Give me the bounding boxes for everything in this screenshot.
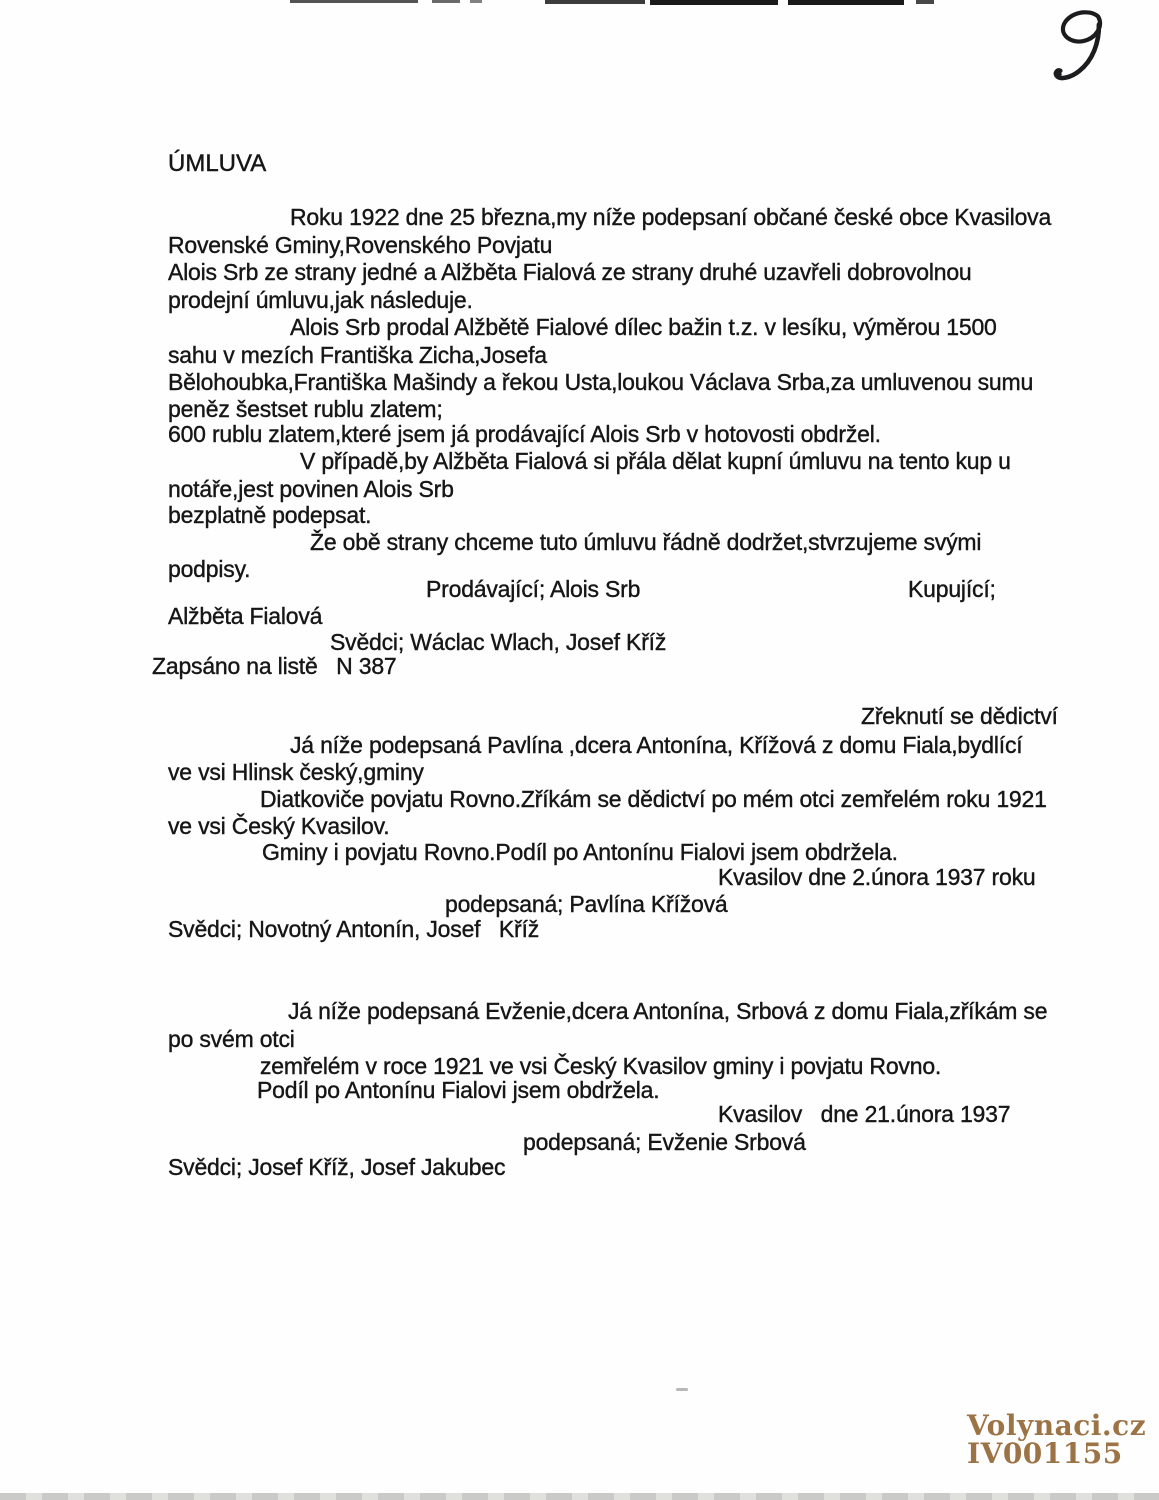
document-line: ve vsi Hlinsk český,gminy <box>168 759 424 785</box>
scan-artifact-top <box>470 0 482 3</box>
seller-label: Prodávající; Alois Srb <box>426 576 641 602</box>
document-line: 600 rublu zlatem,které jsem já prodávající Alois Srb v hotovosti obdržel. <box>168 421 881 447</box>
document-line: peněz šestset rublu zlatem; <box>168 396 443 422</box>
document-line: Já níže podepsaná Evženie,dcera Antonína, Srbová z domu Fiala,zříkám se <box>288 998 1048 1024</box>
document-line: prodejní úmluvu,jak následuje. <box>168 287 473 313</box>
document-line: notáře,jest povinen Alois Srb <box>168 476 454 502</box>
document-line: Bělohoubka,Františka Mašindy a řekou Usta,loukou Václava Srba,za umluvenou sumu <box>168 369 1034 395</box>
scan-artifact-top <box>788 0 904 5</box>
buyer-label: Kupující; <box>908 576 996 602</box>
document-line: Gminy i povjatu Rovno.Podíl po Antonínu Fialovi jsem obdržela. <box>262 839 898 865</box>
watermark-id: IV001155 <box>967 1437 1123 1470</box>
scan-artifact-top <box>545 0 645 4</box>
witnesses-line: Svědci; Wáclac Wlach, Josef Kříž <box>330 629 667 655</box>
document-line: zemřelém v roce 1921 ve vsi Český Kvasilov gminy i povjatu Rovno. <box>260 1053 942 1079</box>
witnesses-line: Svědci; Novotný Antonín, Josef Kříž <box>168 916 540 942</box>
scan-artifact-top <box>432 0 460 3</box>
scan-artifact-top <box>650 0 778 5</box>
watermark-site: Volynaci.cz <box>967 1409 1147 1442</box>
scan-artifact-top <box>290 0 418 3</box>
section-heading-renunciation: Zřeknutí se dědictví <box>861 703 1058 729</box>
handwritten-9-drawing <box>1049 9 1114 91</box>
scan-artifact-bottom <box>0 1493 1159 1500</box>
document-line: bezplatně podepsat. <box>168 502 372 528</box>
document-line: po svém otci <box>168 1026 295 1052</box>
document-line: Diatkoviče povjatu Rovno.Zříkám se dědictví po mém otci zemřelém roku 1921 <box>260 786 1047 812</box>
document-line: Že obě strany chceme tuto úmluvu řádně dodržet,stvrzujeme svými <box>310 529 982 555</box>
document-line: ve vsi Český Kvasilov. <box>168 813 390 839</box>
witnesses-line: Svědci; Josef Kříž, Josef Jakubec <box>168 1154 506 1180</box>
document-line: podpisy. <box>168 556 251 582</box>
scan-artifact-speck <box>676 1388 688 1391</box>
signature-line: podepsaná; Pavlína Křížová <box>445 891 728 917</box>
document-line: sahu v mezích Františka Zicha,Josefa <box>168 342 547 368</box>
document-line: Alois Srb prodal Alžbětě Fialové dílec bažin t.z. v lesíku, výměrou 1500 <box>290 314 997 340</box>
date-place-line: Kvasilov dne 2.února 1937 roku <box>718 864 1036 890</box>
document-line: Já níže podepsaná Pavlína ,dcera Antonína, Křížová z domu Fiala,bydlící <box>290 732 1023 758</box>
buyer-name: Alžběta Fialová <box>168 603 323 629</box>
document-line: Rovenské Gminy,Rovenského Povjatu <box>168 232 553 258</box>
scan-artifact-top <box>916 0 934 4</box>
document-line: V případě,by Alžběta Fialová si přála dělat kupní úmluvu na tento kup u <box>300 448 1011 474</box>
document-line: Alois Srb ze strany jedné a Alžběta Fialová ze strany druhé uzavřeli dobrovolnou <box>168 259 972 285</box>
document-line: Roku 1922 dne 25 března,my níže podepsaní občané české obce Kvasilova <box>290 204 1052 230</box>
date-place-line: Kvasilov dne 21.února 1937 <box>718 1101 1011 1127</box>
document-title: ÚMLUVA <box>168 150 267 177</box>
signature-line: podepsaná; Evženie Srbová <box>523 1129 806 1155</box>
registry-number-line: Zapsáno na listě N 387 <box>152 653 397 679</box>
handwritten-page-number <box>1049 9 1114 91</box>
document-line: Podíl po Antonínu Fialovi jsem obdržela. <box>257 1077 660 1103</box>
